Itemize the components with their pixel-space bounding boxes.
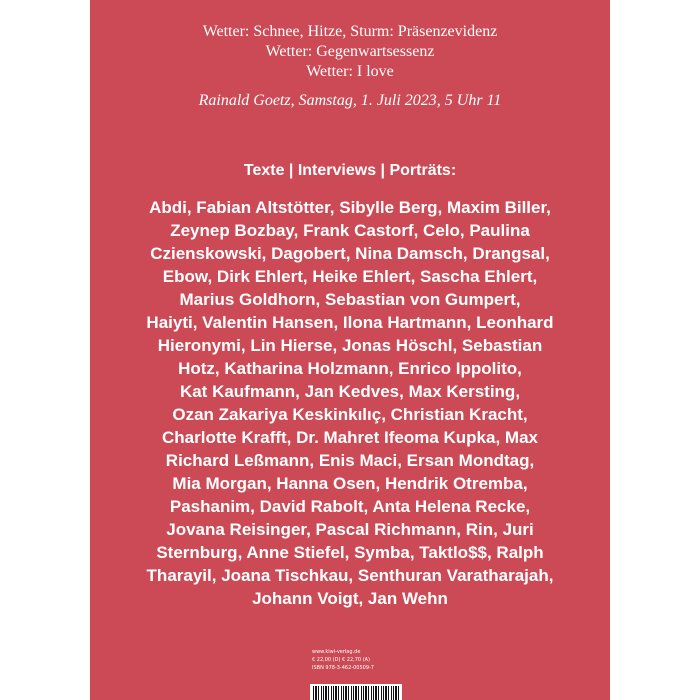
contributor-line: Charlotte Krafft, Dr. Mahret Ifeoma Kupka, Max bbox=[162, 428, 538, 447]
isbn-label: ISBN 978-3-462-00509-7 bbox=[312, 665, 374, 671]
book-back-cover bbox=[90, 0, 610, 700]
contents-heading: Texte | Interviews | Porträts: bbox=[243, 162, 457, 179]
contributor-line: Haiyti, Valentin Hansen, Ilona Hartmann, Leonhard bbox=[146, 313, 554, 332]
barcode bbox=[310, 684, 402, 700]
contributor-line: Ebow, Dirk Ehlert, Heike Ehlert, Sascha Ehlert, bbox=[162, 267, 538, 286]
contributor-line: Tharayil, Joana Tischkau, Senthuran Varatharajah, bbox=[146, 566, 554, 585]
contributor-line: Jovana Reisinger, Pascal Richmann, Rin, Juri bbox=[166, 520, 534, 539]
quote-line: Wetter: I love bbox=[306, 63, 394, 80]
contributor-line: Richard Leßmann, Enis Maci, Ersan Mondtag, bbox=[165, 451, 535, 470]
price-label: € 22,00 (D) € 22,70 (A) bbox=[312, 657, 371, 663]
contributor-line: Abdi, Fabian Altstötter, Sibylle Berg, Maxim Biller, bbox=[149, 198, 551, 217]
quote-block bbox=[90, 22, 610, 82]
contributor-line: Marius Goldhorn, Sebastian von Gumpert, bbox=[179, 290, 521, 309]
contributor-list bbox=[145, 196, 555, 610]
quote-line: Wetter: Gegenwartsessenz bbox=[265, 43, 435, 60]
barcode-bars bbox=[313, 686, 399, 700]
contributor-line: Czienskowski, Dagobert, Nina Damsch, Drangsal, bbox=[150, 244, 550, 263]
contributor-line: Ozan Zakariya Keskinkılıç, Christian Kracht, bbox=[172, 405, 528, 424]
quote-attribution: Rainald Goetz, Samstag, 1. Juli 2023, 5 Uhr 11 bbox=[198, 92, 502, 109]
contributor-line: Zeynep Bozbay, Frank Castorf, Celo, Paulina bbox=[170, 221, 530, 240]
contributor-line: Sternburg, Anne Stiefel, Symba, Taktlo$$, Ralph bbox=[156, 543, 544, 562]
contributor-line: Pashanim, David Rabolt, Anta Helena Recke, bbox=[169, 497, 531, 516]
quote-line: Wetter: Schnee, Hitze, Sturm: Präsenzevidenz bbox=[202, 23, 498, 40]
publisher-imprint bbox=[312, 648, 412, 672]
contributor-line: Hotz, Katharina Holzmann, Enrico Ippolito, bbox=[178, 359, 522, 378]
contributor-line: Mia Morgan, Hanna Osen, Hendrik Otremba, bbox=[172, 474, 528, 493]
contributor-line: Hieronymi, Lin Hierse, Jonas Höschl, Sebastian bbox=[157, 336, 543, 355]
publisher-website: www.kiwi-verlag.de bbox=[312, 649, 361, 655]
contributor-line: Kat Kaufmann, Jan Kedves, Max Kersting, bbox=[179, 382, 521, 401]
contributor-line: Johann Voigt, Jan Wehn bbox=[252, 589, 448, 608]
